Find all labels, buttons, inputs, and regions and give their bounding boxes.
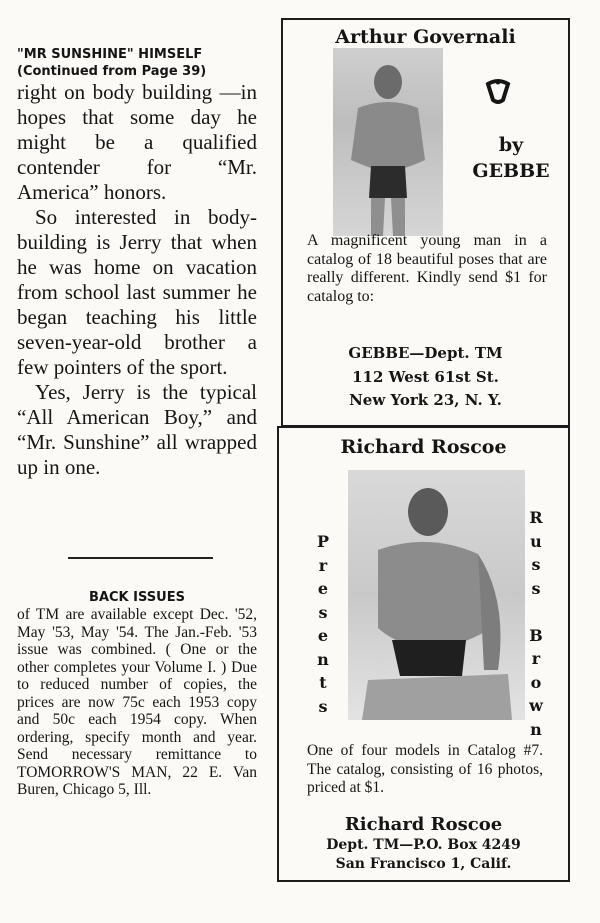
model-photo [348,470,525,720]
ad1-brand: GEBBE [472,160,550,182]
russ-brown-letter: s [531,578,541,598]
kicker-continued: (Continued from Page 39) [17,64,207,79]
ad2-name: Richard Roscoe [344,814,503,835]
ad2-address [279,836,568,874]
back-issues-text: of TM are available except Dec. '52, May '53, May '54. The Jan.-Feb. '53 issue was combined. ( One or the other completes your Volume I. ) Due to reduced number of copies, the prices are now 75c each 1953 copy and 50c each 1954 copy. When ordering, specify month and year. Send necessary remittance to TOMORROW'S MAN, 22 E. Van Buren, Chicago 5, Ill. [17,606,257,798]
ad1-title: Arthur Governali [335,26,516,48]
presents-letter: n [317,649,329,669]
ad2-address-line-1: Dept. TM—P.O. Box 4249 [326,837,521,853]
presents-letter: r [318,555,328,575]
ad1-by: by [498,134,524,156]
presents-letter: P [316,532,330,551]
russ-brown-letter: o [530,672,542,692]
ad2-title: Richard Roscoe [340,436,507,458]
ad1-address [283,342,568,413]
russ-brown-letter: w [529,696,543,715]
vertical-russ-brown [528,506,544,741]
ad1-address-line-2: 112 West 61st St. [352,367,499,386]
ad2-description: One of four models in Catalog #7. The catalog, consisting of 16 photos, priced at $1. [307,742,543,796]
article-column [17,46,257,480]
ad-arthur-governali [281,18,570,427]
vertical-presents [315,530,331,718]
russ-brown-letter: r [531,649,541,668]
presents-letter: e [317,626,329,645]
russ-brown-letter: B [529,625,543,645]
ad1-address-line-3: New York 23, N. Y. [349,391,502,409]
ad-richard-roscoe [277,426,570,882]
presents-letter: s [318,696,328,716]
russ-brown-letter [528,600,544,624]
section-divider [68,557,213,559]
russ-brown-letter: n [530,719,542,739]
kicker-title: "MR SUNSHINE" HIMSELF [17,47,203,62]
russ-brown-letter: u [530,531,542,551]
article-para-2: So interested in body-building is Jerry that when he was home on vacation from school last summer he began teaching his little seven-year-old brother a few pointers of the sport. [17,205,257,379]
model-photo [333,48,443,236]
article-para-3: Yes, Jerry is the typical “All American Boy,” and “Mr. Sunshine” all wrapped up in one. [17,380,257,479]
ad2-address-line-2: San Francisco 1, Calif. [335,856,512,872]
back-issues-section [17,590,257,799]
ad1-description: A magnificent young man in a catalog of 18 beautiful poses that are really different. Kindly send $1 for catalog to: [307,232,547,305]
ad1-brand-block [461,132,561,184]
gebbe-logo-icon [485,78,511,113]
presents-letter: s [318,602,328,622]
russ-brown-letter: R [529,508,543,527]
article-para-1: right on body building —in hopes that some day he might be a qualified contender for “Mr. America” honors. [17,80,257,204]
presents-letter: e [317,579,329,598]
russ-brown-letter: s [531,555,541,574]
ad1-address-line-1: GEBBE—Dept. TM [348,344,503,362]
back-issues-title: BACK ISSUES [89,590,185,605]
article-body [17,80,257,480]
article-kicker [17,46,257,80]
presents-letter: t [319,673,327,692]
